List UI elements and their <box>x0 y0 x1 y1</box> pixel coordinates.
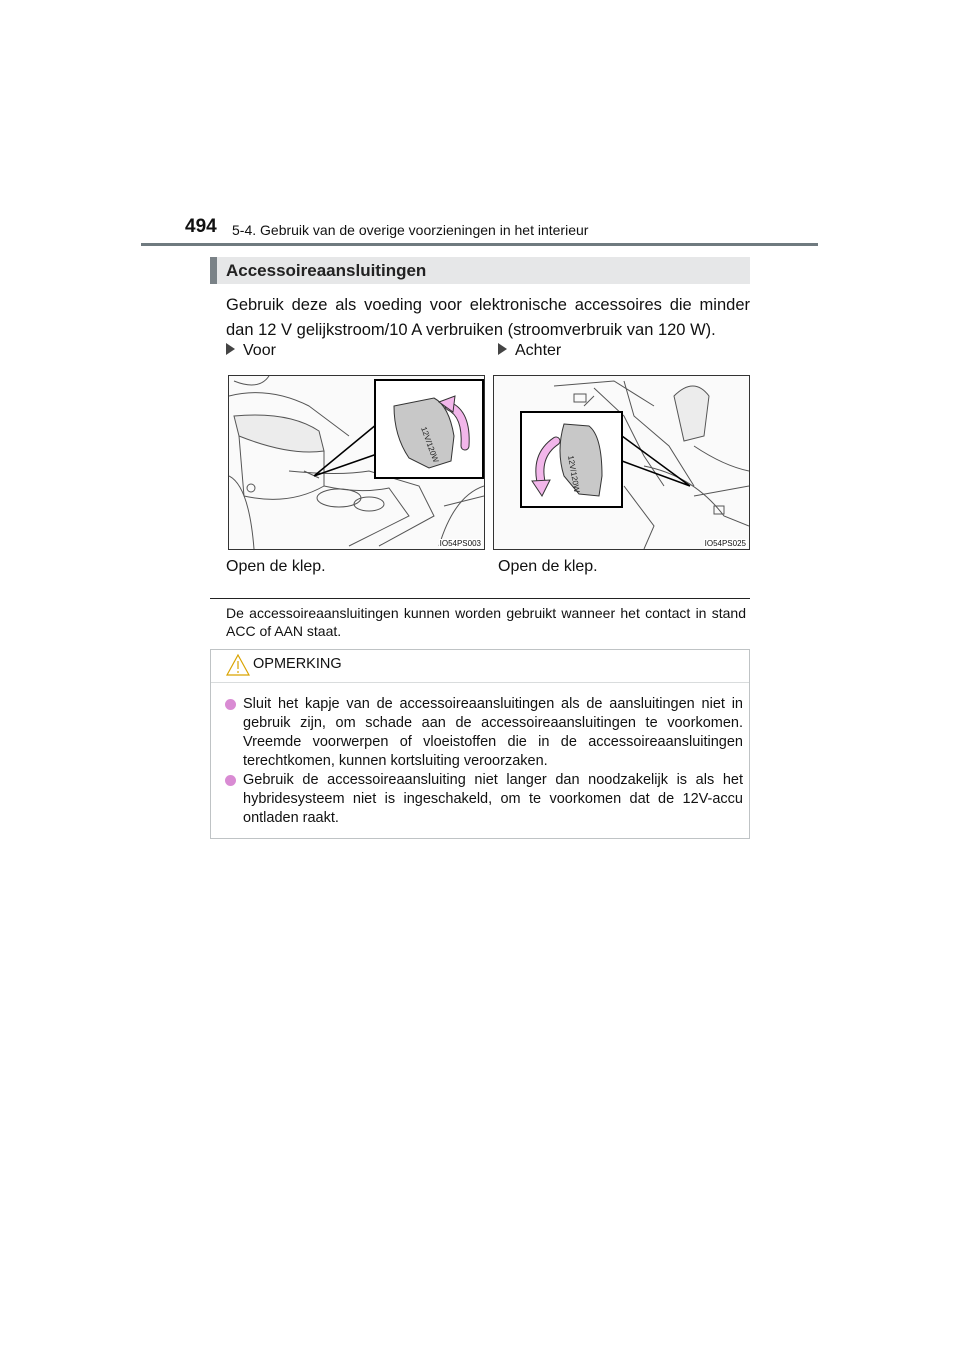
notice-title: OPMERKING <box>253 656 342 672</box>
usage-note: De accessoireaansluitingen kunnen worden gebruikt wanneer het contact in stand ACC of AAN staat. <box>226 605 746 639</box>
rear-console-drawing <box>494 376 749 549</box>
figure-label-front: Voor <box>226 342 276 360</box>
notice-separator <box>211 682 749 683</box>
notice-item: Sluit het kapje van de accessoireaansluitingen als de aansluitingen niet in gebruik zijn, om schade aan de accessoireaansluitingen te voorkomen. Vreemde voorwerpen of vloeistoffen die in de accessoireaansluitingen terechtkomen, kunnen kortsluiting veroorzaken. <box>225 695 743 771</box>
figure-code-front: IO54PS003 <box>439 539 481 548</box>
section-header-bar <box>210 257 217 284</box>
cap-label-front: 12V/120W <box>419 425 441 464</box>
figure-caption-front: Open de klep. <box>226 558 326 575</box>
intro-paragraph: Gebruik deze als voeding voor elektronische accessoires die minder dan 12 V gelijkstroom/10 A verbruiken (stroomverbruik van 120 W). <box>226 296 750 339</box>
page-number: 494 <box>185 216 217 237</box>
triangle-bullet-icon <box>498 343 507 355</box>
rear-inset-callout <box>521 412 690 507</box>
section-header <box>210 257 750 284</box>
cap-label-rear: 12V/120W <box>566 454 582 494</box>
front-console-drawing <box>229 376 484 549</box>
bullet-dot-icon <box>225 699 236 710</box>
header-divider <box>141 243 818 246</box>
warning-triangle-icon <box>226 653 250 677</box>
bullet-dot-icon <box>225 775 236 786</box>
note-divider <box>210 598 750 599</box>
figure-front-illustration <box>228 375 485 550</box>
figure-caption-rear: Open de klep. <box>498 558 598 575</box>
triangle-bullet-icon <box>226 343 235 355</box>
figure-rear-illustration <box>493 375 750 550</box>
section-title: Accessoireaansluitingen <box>226 261 427 280</box>
notice-item: Gebruik de accessoireaansluiting niet langer dan noodzakelijk is als het hybridesysteem niet is ingeschakeld, om te voorkomen dat de 12V-accu ontladen raakt. <box>225 771 743 828</box>
notice-box <box>210 649 750 839</box>
chapter-title: 5-4. Gebruik van de overige voorzieningen in het interieur <box>232 222 589 238</box>
figure-code-rear: IO54PS025 <box>704 539 746 548</box>
figure-label-rear: Achter <box>498 342 561 360</box>
